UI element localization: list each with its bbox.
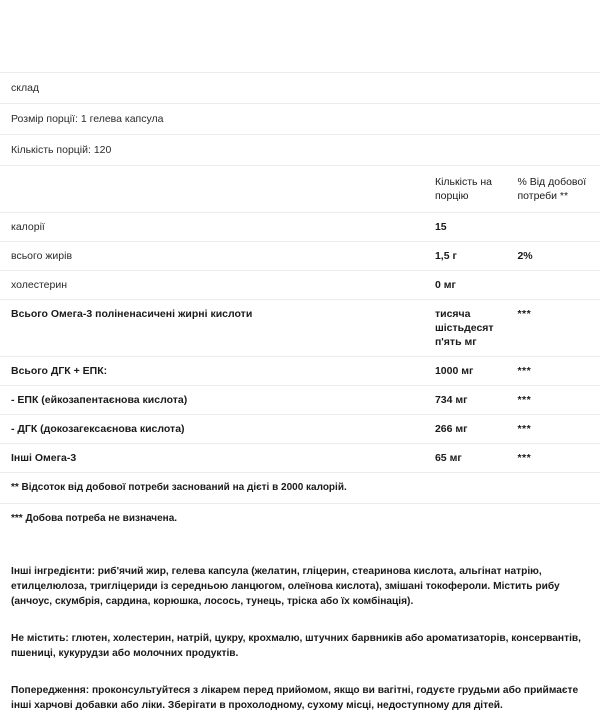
nutrient-name: всього жирів: [11, 250, 73, 262]
nutrient-percent: 2%: [517, 250, 533, 262]
footnote-daily-value-basis: ** Відсоток від добової потреби заснований на дієті в 2000 калорій.: [11, 482, 347, 493]
nutrient-amount: 266 мг: [434, 423, 468, 435]
nutrient-name: Всього Омега-3 поліненасичені жирні кислоти: [11, 308, 253, 320]
table-row: [0, 213, 600, 242]
serving-size-percent-empty: [517, 104, 600, 135]
table-row-footnote: [0, 473, 600, 504]
warning-paragraph: Попередження: проконсультуйтеся з лікарем перед прийомом, якщо ви вагітні, годуєте грудьми або приймаєте інші харчові добавки або ліки. Зберігати в прохолодному, сухому місці, недоступному для дітей.: [11, 685, 579, 711]
nutrient-amount: 1,5 г: [434, 250, 457, 262]
table-row: [0, 386, 600, 415]
nutrient-percent: ***: [517, 394, 532, 406]
nutrient-amount: 15: [434, 221, 447, 233]
nutrient-name: холестерин: [11, 279, 67, 291]
table-row-footnote: [0, 504, 600, 535]
footnote-daily-value-not-established: *** Добова потреба не визначена.: [11, 513, 178, 524]
nutrient-amount: 65 мг: [434, 452, 462, 464]
section-title: склад: [11, 82, 40, 94]
table-row: [0, 271, 600, 300]
table-row: [0, 300, 600, 357]
serving-size-amount-empty: [435, 104, 518, 135]
table-row-servings-per-container: [0, 135, 600, 166]
servings-amount-empty: [435, 135, 518, 166]
table-row-section-title: [0, 73, 600, 104]
nutrient-name: Інші Омега-3: [11, 452, 77, 464]
serving-size-label: Розмір порції: 1 гелева капсула: [11, 113, 164, 125]
nutrient-amount: 1000 мг: [434, 365, 474, 377]
column-header-percent-daily-value: % Від добової потреби **: [517, 176, 587, 202]
supplement-facts-table: [0, 72, 600, 534]
free-from-paragraph: Не містить: глютен, холестерин, натрій, цукру, крохмалю, штучних барвників або ароматизаторів, консервантів, пшениці, кукурудзи або молочних продуктів.: [11, 633, 581, 659]
table-row: [0, 444, 600, 473]
top-spacer: [0, 0, 600, 72]
section-title-percent-empty: [517, 73, 600, 104]
nutrient-percent: ***: [517, 308, 532, 320]
column-header-amount-per-serving: Кількість на порцію: [434, 176, 493, 202]
nutrient-name: Всього ДГК + ЕПК:: [11, 365, 108, 377]
nutrient-percent: [517, 213, 600, 242]
nutrient-percent: ***: [517, 423, 532, 435]
nutrient-percent: ***: [517, 365, 532, 377]
nutrient-name: - ДГК (докозагексаєнова кислота): [11, 423, 185, 435]
table-row: [0, 357, 600, 386]
table-row: [0, 242, 600, 271]
label-paragraphs: [0, 564, 600, 713]
nutrient-name: калорії: [11, 221, 45, 233]
section-title-amount-empty: [435, 73, 518, 104]
servings-percent-empty: [517, 135, 600, 166]
nutrient-amount: 734 мг: [434, 394, 468, 406]
nutrient-percent: ***: [517, 452, 532, 464]
other-ingredients-paragraph: Інші інгредієнти: риб'ячий жир, гелева капсула (желатин, гліцерин, стеаринова кислота, альгінат натрію, етилцелюлоза, тригліцериди із середньою ланцюгом, олеїнова кислота), змішані токофероли. Містить рибу (анчоус, скумбрія, сардина, корюшка, лосось, тунець, тріска або їх комбінація).: [11, 566, 560, 607]
column-header-name: [0, 166, 435, 213]
nutrient-percent: [517, 271, 600, 300]
table-header-row: [0, 166, 600, 213]
nutrient-amount: 0 мг: [434, 279, 456, 291]
nutrient-name: - ЕПК (ейкозапентаєнова кислота): [11, 394, 188, 406]
nutrient-amount: тисяча шістьдесят п'ять мг: [434, 308, 494, 348]
table-row-serving-size: [0, 104, 600, 135]
servings-per-container-label: Кількість порцій: 120: [11, 144, 112, 156]
table-row: [0, 415, 600, 444]
